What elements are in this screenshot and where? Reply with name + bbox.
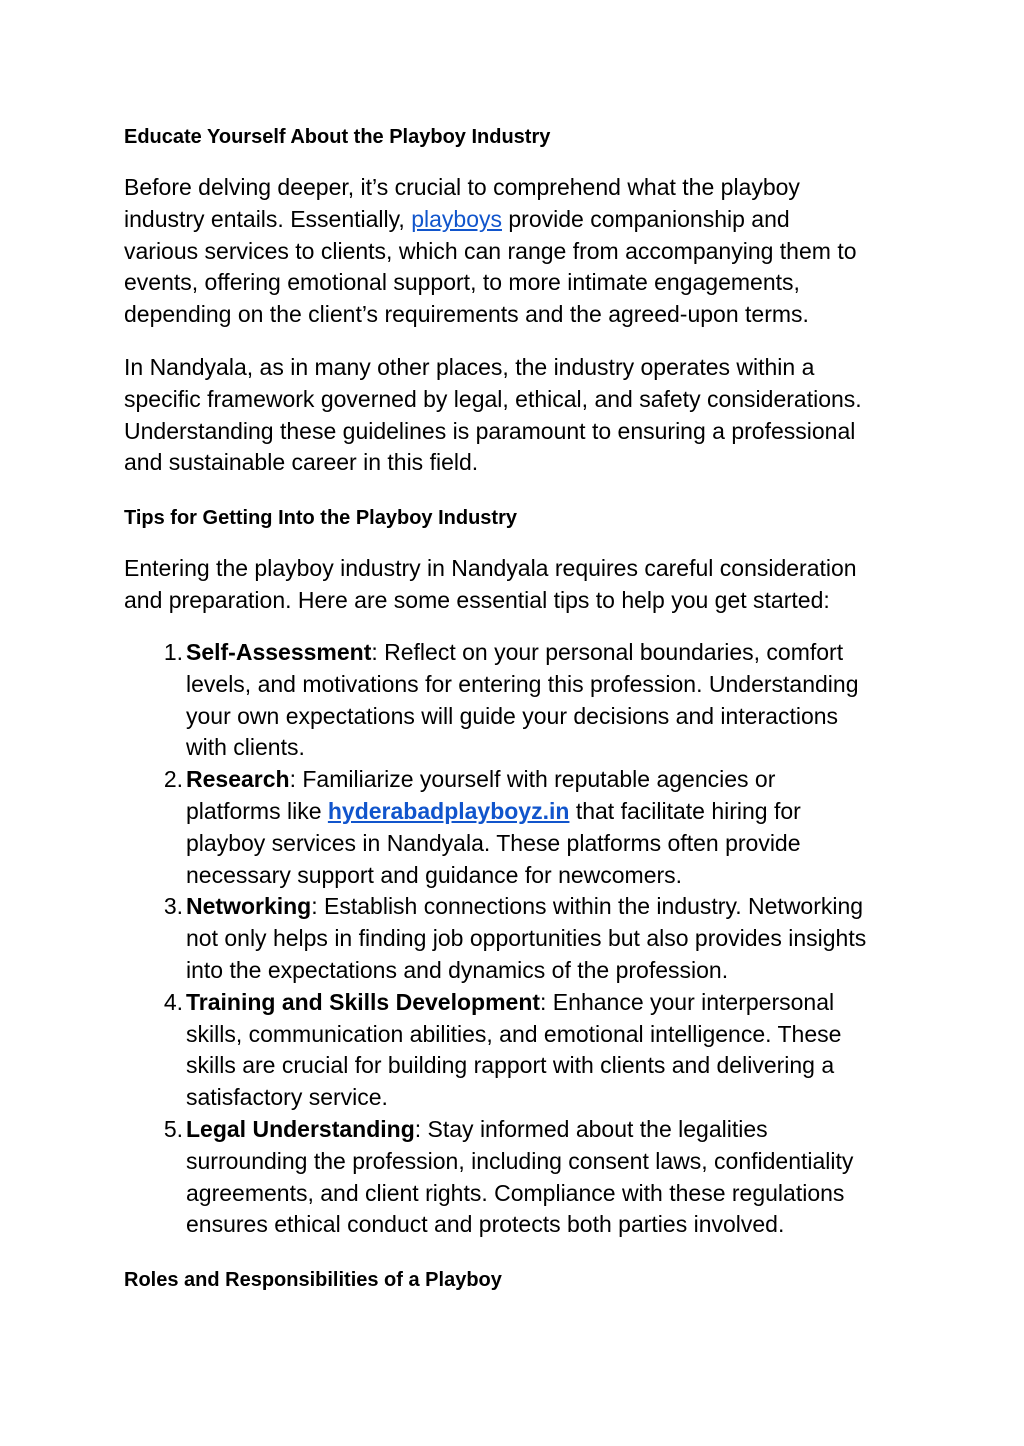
text-span: : Familiarize yourself with reputable agencies or — [289, 766, 776, 793]
list-item-body — [186, 987, 914, 1114]
text-line: not only helps in finding job opportunities but also provides insights — [186, 925, 867, 952]
text-line: satisfactory service. — [186, 1084, 388, 1111]
list-term: Self-Assessment — [186, 639, 372, 665]
text-span: that facilitate hiring for — [569, 797, 801, 824]
text-line: and sustainable career in this field. — [124, 449, 479, 476]
text-line — [186, 637, 914, 669]
paragraph-entering — [124, 553, 914, 617]
paragraph-framework — [124, 352, 914, 479]
text-line: various services to clients, which can range from accompanying them to — [124, 237, 857, 264]
list-item-body — [186, 764, 914, 891]
text-line: depending on the client’s requirements and the agreed-upon terms. — [124, 301, 809, 328]
text-line — [186, 987, 914, 1019]
list-item-body — [186, 637, 914, 764]
text-line: skills are crucial for building rapport with clients and delivering a — [186, 1052, 835, 1079]
text-line: levels, and motivations for entering this profession. Understanding — [186, 670, 859, 697]
text-line — [186, 764, 914, 796]
text-span: : Reflect on your personal boundaries, comfort — [371, 639, 844, 665]
list-term: Networking — [186, 893, 312, 920]
text-line: events, offering emotional support, to more intimate engagements, — [124, 269, 800, 296]
text-line — [186, 891, 914, 923]
text-span: platforms like — [186, 797, 328, 824]
list-item — [124, 891, 914, 986]
list-number: 1. — [163, 639, 183, 665]
text-line: with clients. — [186, 734, 305, 761]
text-line — [186, 1114, 914, 1146]
list-term: Research — [186, 766, 290, 793]
text-line: necessary support and guidance for newcomers. — [186, 861, 683, 888]
list-item-body — [186, 891, 914, 986]
text-span: provide companionship and — [501, 205, 790, 232]
text-line: Understanding these guidelines is paramount to ensuring a professional — [124, 417, 856, 444]
text-line: Before delving deeper, it’s crucial to comprehend what the playboy — [124, 174, 800, 200]
text-line: In Nandyala, as in many other places, the industry operates within a — [124, 354, 815, 380]
list-number: 2. — [163, 766, 183, 793]
text-line: playboy services in Nandyala. These platforms often provide — [186, 829, 801, 856]
text-span: : Enhance your interpersonal — [540, 988, 835, 1015]
heading-tips: Tips for Getting Into the Playboy Industry — [124, 507, 517, 529]
text-line: surrounding the profession, including consent laws, confidentiality — [186, 1147, 854, 1174]
list-number: 5. — [163, 1115, 183, 1142]
heading-educate: Educate Yourself About the Playboy Industry — [124, 126, 551, 148]
paragraph-intro — [124, 172, 914, 331]
list-item — [124, 764, 914, 891]
list-item — [124, 637, 914, 764]
list-item — [124, 987, 914, 1114]
text-line: skills, communication abilities, and emotional intelligence. These — [186, 1020, 842, 1047]
text-span: : Establish connections within the industry. Networking — [311, 893, 864, 920]
list-term: Training and Skills Development — [186, 988, 541, 1015]
text-span: industry entails. Essentially, — [124, 205, 412, 232]
text-line: specific framework governed by legal, ethical, and safety considerations. — [124, 385, 862, 412]
text-line — [186, 796, 914, 828]
hyderabadplayboyz-link[interactable]: hyderabadplayboyz.in — [327, 797, 570, 824]
text-line: into the expectations and dynamics of the profession. — [186, 956, 729, 983]
list-number: 4. — [163, 988, 183, 1015]
tips-list — [124, 637, 914, 1241]
text-span: : Stay informed about the legalities — [414, 1115, 768, 1142]
text-line: ensures ethical conduct and protects both parties involved. — [186, 1211, 785, 1238]
heading-roles: Roles and Responsibilities of a Playboy — [124, 1269, 502, 1291]
list-item-body — [186, 1114, 914, 1241]
playboys-link[interactable]: playboys — [411, 205, 502, 232]
text-line: and preparation. Here are some essential tips to help you get started: — [124, 586, 830, 613]
list-term: Legal Understanding — [186, 1115, 415, 1142]
list-item — [124, 1114, 914, 1241]
text-line: agreements, and client rights. Compliance with these regulations — [186, 1179, 845, 1206]
text-line: Entering the playboy industry in Nandyala requires careful consideration — [124, 555, 857, 581]
text-line: your own expectations will guide your decisions and interactions — [186, 702, 839, 729]
text-line — [124, 204, 914, 236]
list-number: 3. — [163, 893, 183, 920]
